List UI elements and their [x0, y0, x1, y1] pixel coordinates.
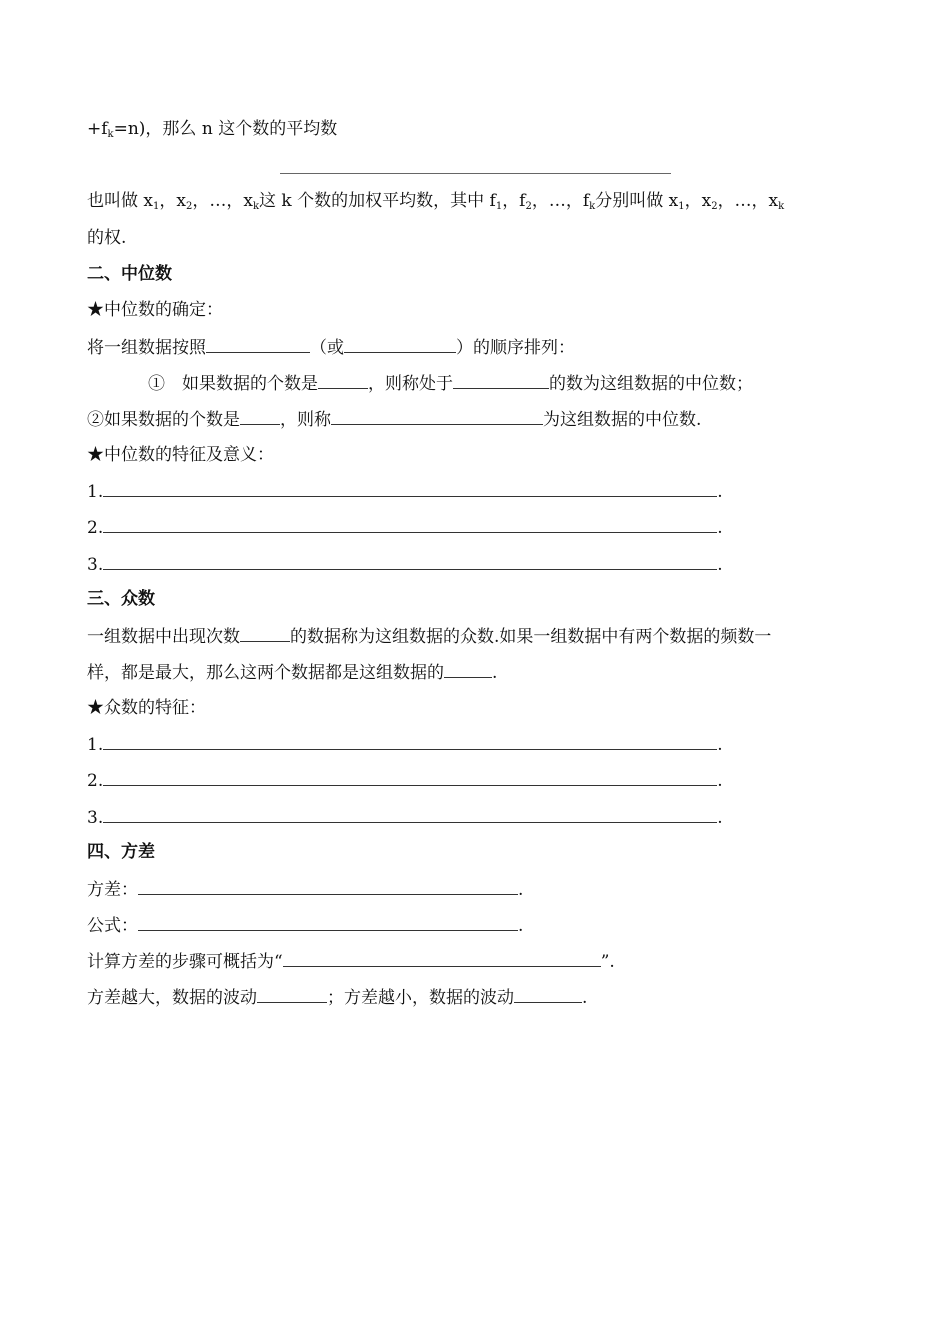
text: 的数据称为这组数据的众数.如果一组数据中有两个数据的频数一 [290, 627, 772, 647]
median-feature-1 [87, 480, 723, 503]
subscript: 2 [711, 201, 718, 212]
blank-even-count[interactable] [240, 408, 280, 425]
text: . [717, 771, 723, 791]
median-feature-3 [87, 553, 723, 576]
text: ”. [600, 952, 615, 972]
text: ②如果数据的个数是 [87, 410, 240, 430]
text: （或 [310, 338, 344, 358]
blank-mode-feature-1[interactable] [103, 733, 717, 750]
text: . [518, 880, 524, 900]
text: . [717, 735, 723, 755]
blank-median-feature-3[interactable] [103, 553, 717, 570]
mode-feature-3 [87, 806, 723, 829]
subscript: k [252, 201, 259, 212]
item-number: 3. [87, 555, 104, 575]
text: ；方差越小，数据的波动 [327, 988, 514, 1008]
text: ，x [159, 191, 186, 211]
text: 为这组数据的中位数. [543, 410, 702, 430]
text: . [717, 518, 723, 538]
mode-heading: 三、众数 [87, 589, 155, 609]
blank-wave-large[interactable] [257, 986, 327, 1003]
text: 也叫做 x [87, 191, 153, 211]
text: 一组数据中出现次数 [87, 627, 240, 647]
text: 方差： [87, 880, 138, 900]
item-number: 1. [87, 482, 104, 502]
text: ，…，x [192, 191, 253, 211]
text: ，…，x [717, 191, 779, 211]
text: =n)，那么 n 这个数的平均数 [113, 119, 338, 139]
mean-line-1 [87, 118, 337, 140]
variance-formula-line [87, 914, 523, 937]
blank-mode-feature-3[interactable] [103, 806, 717, 823]
blank-mode-feature-2[interactable] [103, 769, 717, 786]
median-determine-label: ★中位数的确定： [87, 300, 223, 320]
text: ，则称处于 [368, 374, 453, 394]
mode-features-label: ★众数的特征： [87, 698, 206, 718]
blank-wave-small[interactable] [514, 986, 582, 1003]
mean-formula-blank[interactable] [280, 173, 671, 174]
text: . [518, 916, 524, 936]
blank-mode-term[interactable] [444, 661, 492, 678]
text: . [717, 482, 723, 502]
subscript: k [107, 129, 114, 140]
text: ，x [684, 191, 712, 211]
blank-variance-formula[interactable] [138, 914, 518, 931]
subscript: k [589, 201, 596, 212]
text: . [717, 555, 723, 575]
text: . [492, 663, 498, 683]
mean-line-2 [87, 190, 784, 212]
blank-median-feature-2[interactable] [103, 516, 717, 533]
subscript: 2 [525, 201, 532, 212]
text: . [582, 988, 588, 1008]
median-heading: 二、中位数 [87, 264, 172, 284]
variance-wave-line [87, 986, 587, 1009]
text: +f [87, 119, 108, 139]
text: 计算方差的步骤可概括为“ [87, 952, 283, 972]
blank-variance-steps[interactable] [283, 950, 601, 967]
blank-even-rule[interactable] [331, 408, 543, 425]
mean-line-3 [87, 227, 126, 249]
text: ① 如果数据的个数是 [148, 374, 318, 394]
mode-para-line-1 [87, 625, 771, 648]
item-number: 2. [87, 771, 104, 791]
subscript: 1 [495, 201, 503, 212]
item-number: 3. [87, 808, 104, 828]
median-features-label: ★中位数的特征及意义： [87, 445, 274, 465]
blank-order-2[interactable] [344, 336, 456, 353]
text: 分别叫做 x [595, 191, 679, 211]
median-even-line [87, 408, 701, 431]
blank-odd-count[interactable] [318, 372, 368, 389]
text: 公式： [87, 916, 138, 936]
blank-order-1[interactable] [206, 336, 310, 353]
text: 将一组数据按照 [87, 338, 206, 358]
median-feature-2 [87, 516, 723, 539]
text: 样，都是最大，那么这两个数据都是这组数据的 [87, 663, 444, 683]
blank-mode-frequency[interactable] [240, 625, 290, 642]
subscript: 1 [153, 201, 160, 212]
mode-para-line-2 [87, 661, 497, 684]
text: ，则称 [280, 410, 331, 430]
text: 的数为这组数据的中位数； [549, 374, 753, 394]
text: . [717, 808, 723, 828]
blank-variance-definition[interactable] [138, 878, 518, 895]
variance-steps-line [87, 950, 615, 973]
text: 这 k 个数的加权平均数，其中 f [259, 191, 496, 211]
subscript: k [778, 201, 785, 212]
text: 的权. [87, 228, 127, 248]
blank-median-feature-1[interactable] [103, 480, 717, 497]
mode-feature-1 [87, 733, 723, 756]
variance-definition-line [87, 878, 523, 901]
mode-feature-2 [87, 769, 723, 792]
blank-odd-position[interactable] [453, 372, 549, 389]
text: ，f [502, 191, 526, 211]
median-sort-line [87, 336, 575, 359]
median-odd-line [148, 372, 753, 395]
variance-heading: 四、方差 [87, 842, 155, 862]
item-number: 2. [87, 518, 104, 538]
text: ，…，f [531, 191, 590, 211]
text: 方差越大，数据的波动 [87, 988, 257, 1008]
text: ）的顺序排列： [456, 338, 575, 358]
subscript: 2 [185, 201, 193, 212]
subscript: 1 [678, 201, 685, 212]
item-number: 1. [87, 735, 104, 755]
